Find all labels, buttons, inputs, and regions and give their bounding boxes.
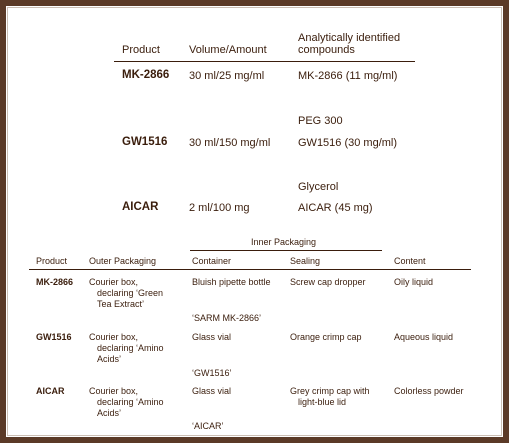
t2-header-sealing: Sealing <box>290 256 321 266</box>
t2-row2-content: Aqueous liquid <box>394 332 454 342</box>
t1-row2-compound-1: PEG 300 <box>298 115 343 127</box>
t2-row2-product: GW1516 <box>36 332 72 342</box>
t1-header-product: Product <box>122 44 160 56</box>
t2-row1-sealing: Screw cap dropper <box>290 277 366 287</box>
t2-row3-sealing-line1: Grey crimp cap with <box>290 386 370 396</box>
t1-row3-compound-2: AICAR (45 mg) <box>298 202 373 214</box>
t1-header-volume: Volume/Amount <box>189 44 267 56</box>
t2-header-rule <box>29 269 471 270</box>
t1-header-rule <box>114 61 415 62</box>
t2-row1-product: MK-2866 <box>36 277 74 287</box>
t2-row2-outer-line2: declaring ‘Amino <box>97 343 164 353</box>
t1-row3-product: AICAR <box>122 201 159 213</box>
t1-row2-product: GW1516 <box>122 136 168 148</box>
t1-row2-compound-2: GW1516 (30 mg/ml) <box>298 137 398 149</box>
t2-row3-content: Colorless powder <box>394 386 464 396</box>
t2-row1-label: ‘SARM MK-2866’ <box>192 313 262 323</box>
t2-row1-outer <box>89 277 163 310</box>
t2-group-header: Inner Packaging <box>251 237 317 247</box>
t2-row1-outer-line3: Tea Extract’ <box>97 299 145 309</box>
t2-row3-sealing-line2: light-blue lid <box>298 397 347 407</box>
t2-row2-label: ‘GW1516’ <box>192 368 232 378</box>
t2-group-rule <box>190 250 382 251</box>
t2-header-container: Container <box>192 256 232 266</box>
t2-row1-container: Bluish pipette bottle <box>192 277 271 287</box>
t1-row3-compound-1: Glycerol <box>298 181 339 193</box>
t2-row3-sealing <box>290 386 370 408</box>
t2-row2-sealing: Orange crimp cap <box>290 332 362 342</box>
t2-row2-container: Glass vial <box>192 332 232 342</box>
t2-row2-outer-line1: Courier box, <box>89 332 139 342</box>
t1-header-compounds-line2: compounds <box>298 44 355 56</box>
t2-row3-outer-line2: declaring ‘Amino <box>97 397 164 407</box>
t2-row2-outer-line3: Acids’ <box>97 354 122 364</box>
t2-header-content: Content <box>394 256 426 266</box>
t2-row3-product: AICAR <box>36 386 65 396</box>
t2-row3-outer <box>89 386 164 419</box>
t2-row3-label: ‘AICAR’ <box>192 421 224 431</box>
t2-row3-container: Glass vial <box>192 386 232 396</box>
t2-row3-outer-line1: Courier box, <box>89 386 139 396</box>
t2-header-outer: Outer Packaging <box>89 256 157 266</box>
t2-row1-outer-line2: declaring ‘Green <box>97 288 164 298</box>
t1-row1-compound-1: MK-2866 (11 mg/ml) <box>298 70 398 82</box>
t2-header-product: Product <box>36 256 68 266</box>
t2-row1-content: Oily liquid <box>394 277 434 287</box>
t2-row3-outer-line3: Acids’ <box>97 408 122 418</box>
t2-row2-outer <box>89 332 164 365</box>
t1-row3-volume: 2 ml/100 mg <box>189 202 250 214</box>
t2-row1-outer-line1: Courier box, <box>89 277 139 287</box>
t1-row2-volume: 30 ml/150 mg/ml <box>189 137 271 149</box>
t1-header-compounds-line1: Analytically identified <box>298 32 401 44</box>
t1-row1-product: MK-2866 <box>122 69 170 81</box>
t1-row1-volume: 30 ml/25 mg/ml <box>189 70 265 82</box>
